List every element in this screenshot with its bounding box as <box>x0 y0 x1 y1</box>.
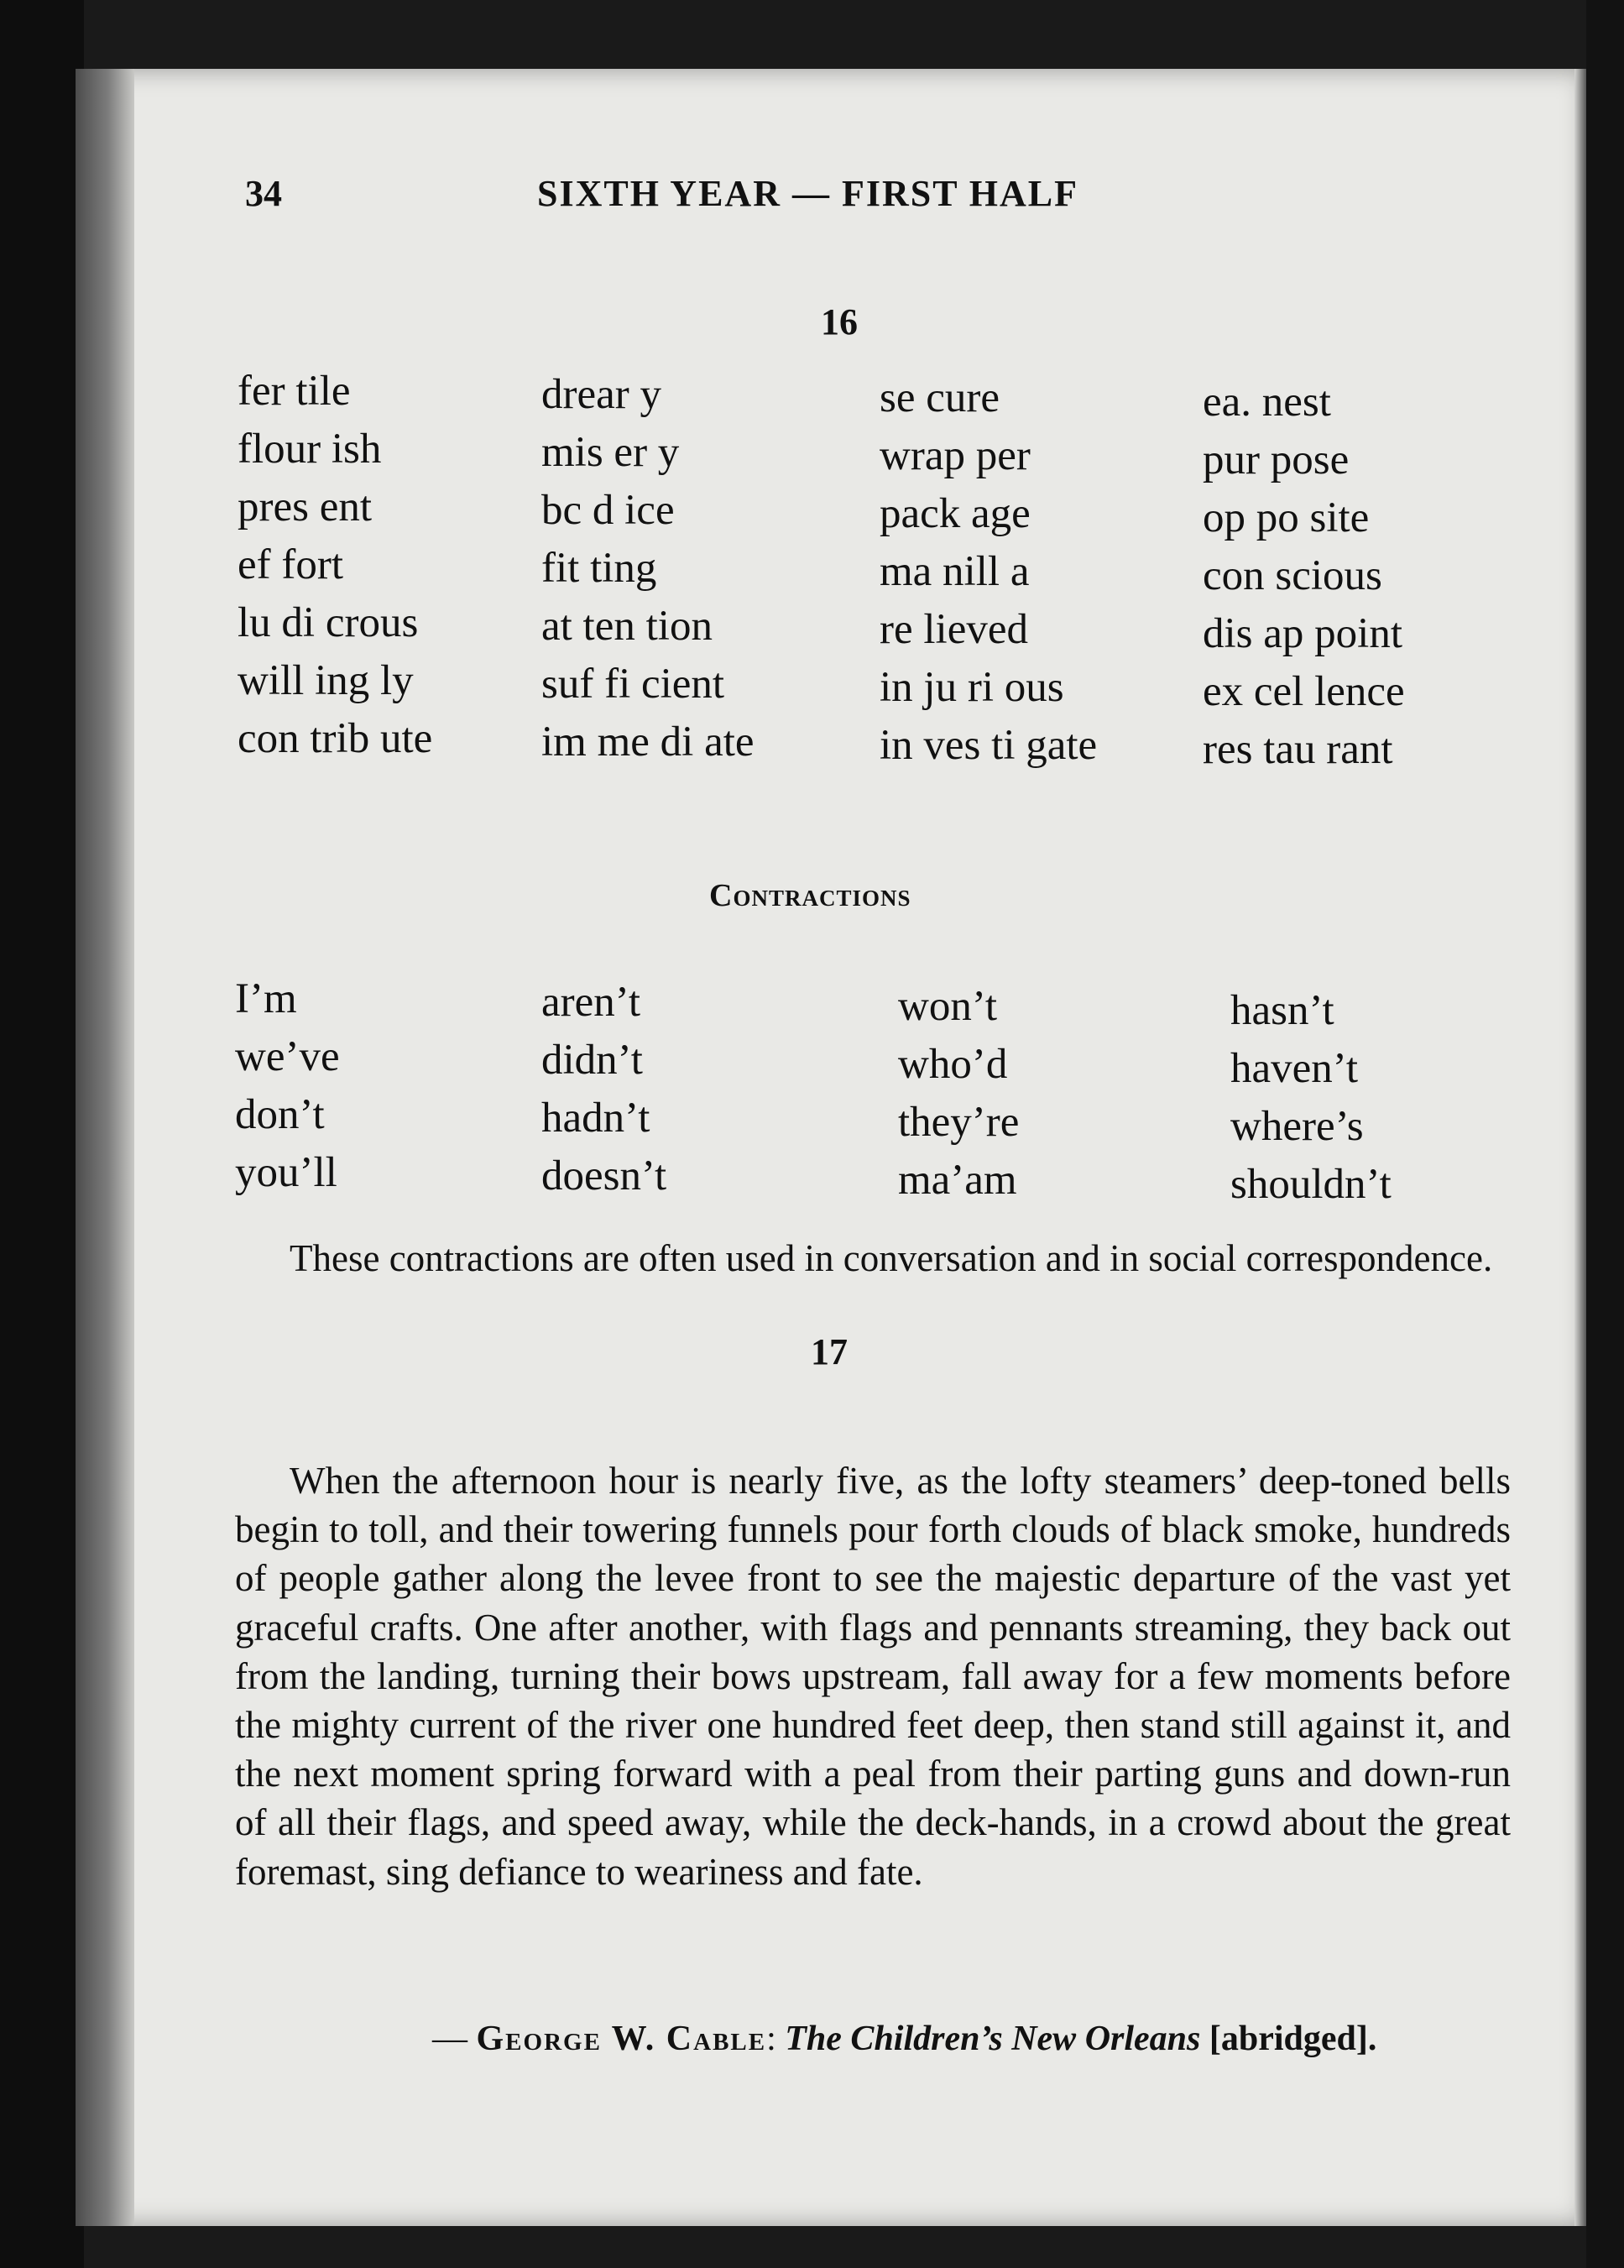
spelling-word: mis er y <box>541 429 680 476</box>
spelling-word: wrap per <box>880 432 1031 479</box>
contraction-word: ma’am <box>898 1157 1017 1204</box>
spelling-word: lu di crous <box>238 599 419 646</box>
contraction-word: hadn’t <box>541 1095 650 1142</box>
spelling-word: in ju ri ous <box>880 664 1064 711</box>
spelling-word: flour ish <box>238 426 382 473</box>
contractions-heading: Contractions <box>709 878 911 913</box>
contraction-word: we’ve <box>235 1033 340 1080</box>
scan-background-right <box>1586 0 1624 2268</box>
spelling-word: ef fort <box>238 541 344 588</box>
spelling-column-2 <box>541 366 755 771</box>
attribution <box>432 2019 1376 2059</box>
spelling-word: pur pose <box>1203 436 1350 483</box>
spelling-word: suf fi cient <box>541 661 725 708</box>
page-number: 34 <box>245 173 282 214</box>
section-16-number: 16 <box>821 301 858 342</box>
spelling-word: in ves ti gate <box>880 722 1098 769</box>
spelling-word: con trib ute <box>238 715 433 762</box>
contraction-word: shouldn’t <box>1230 1161 1392 1208</box>
spelling-word: con scious <box>1203 552 1382 599</box>
spelling-word: ea. nest <box>1203 379 1331 426</box>
running-head: SIXTH YEAR — FIRST HALF <box>537 173 1079 214</box>
spelling-column-1 <box>238 363 432 768</box>
contraction-word: I’m <box>235 975 297 1022</box>
spelling-word: will ing ly <box>238 657 414 704</box>
spelling-word: op po site <box>1203 494 1370 541</box>
spelling-word: res tau rant <box>1203 726 1393 773</box>
contractions-column-2 <box>541 974 666 1205</box>
page-binding-shadow <box>76 69 134 2226</box>
contractions-column-1 <box>235 970 340 1202</box>
attribution-title: The Children’s New Orleans <box>785 2020 1201 2058</box>
contractions-column-3 <box>898 978 1019 1210</box>
spelling-word: ma nill a <box>880 548 1030 595</box>
contractions-column-4 <box>1230 982 1392 1214</box>
spelling-word: fit ting <box>541 545 657 592</box>
section-17-number: 17 <box>811 1331 848 1372</box>
contraction-word: you’ll <box>235 1149 337 1196</box>
contraction-word: where’s <box>1230 1103 1364 1150</box>
spelling-word: ex cel lence <box>1203 668 1405 715</box>
contraction-word: doesn’t <box>541 1152 667 1199</box>
page-right-edge <box>1574 69 1586 2226</box>
spelling-word: dis ap point <box>1203 610 1402 657</box>
spelling-column-4 <box>1203 374 1405 779</box>
spelling-word: fer tile <box>238 368 351 415</box>
attribution-dash: — <box>432 2020 477 2058</box>
scan-background-left <box>0 0 84 2268</box>
contraction-word: who’d <box>898 1041 1008 1088</box>
attribution-note: [abridged]. <box>1200 2020 1377 2058</box>
contractions-note: These contractions are often used in conversation and in social correspondence. <box>290 1237 1493 1279</box>
spelling-word: pres ent <box>238 483 373 530</box>
spelling-word: im me di ate <box>541 719 755 766</box>
spelling-word: drear y <box>541 371 661 418</box>
spelling-word: re lieved <box>880 606 1028 653</box>
reading-passage: When the afternoon hour is nearly five, as the lofty steamers’ deep-toned bells begin to toll, and their towering funnels pour forth clouds of black smoke, hundreds of people gather along the levee front to see the majestic departure of the vast yet graceful crafts. One after another, with flags and pennants streaming, they back out from the landing, turning their bows upstream, fall away for a few moments before the mighty current of the river one hundred feet deep, then stand still against it, and the next moment spring forward with a peal from their parting guns and down-run of all their flags, and speed away, while the deck-hands, in a crowd about the great foremast, sing defiance to weariness and fate. <box>235 1460 1511 1893</box>
spelling-word: bc d ice <box>541 487 675 534</box>
contraction-word: won’t <box>898 983 998 1030</box>
attribution-separator: : <box>766 2020 786 2058</box>
spelling-word: at ten tion <box>541 603 713 650</box>
contraction-word: hasn’t <box>1230 987 1334 1034</box>
contraction-word: haven’t <box>1230 1045 1359 1092</box>
contraction-word: don’t <box>235 1091 325 1138</box>
attribution-author: George W. Cable <box>476 2020 767 2058</box>
contraction-word: didn’t <box>541 1037 643 1084</box>
spelling-word: pack age <box>880 490 1031 537</box>
spelling-word: se cure <box>880 374 1000 421</box>
contraction-word: they’re <box>898 1099 1020 1146</box>
spelling-column-3 <box>880 369 1097 775</box>
contraction-word: aren’t <box>541 979 640 1026</box>
